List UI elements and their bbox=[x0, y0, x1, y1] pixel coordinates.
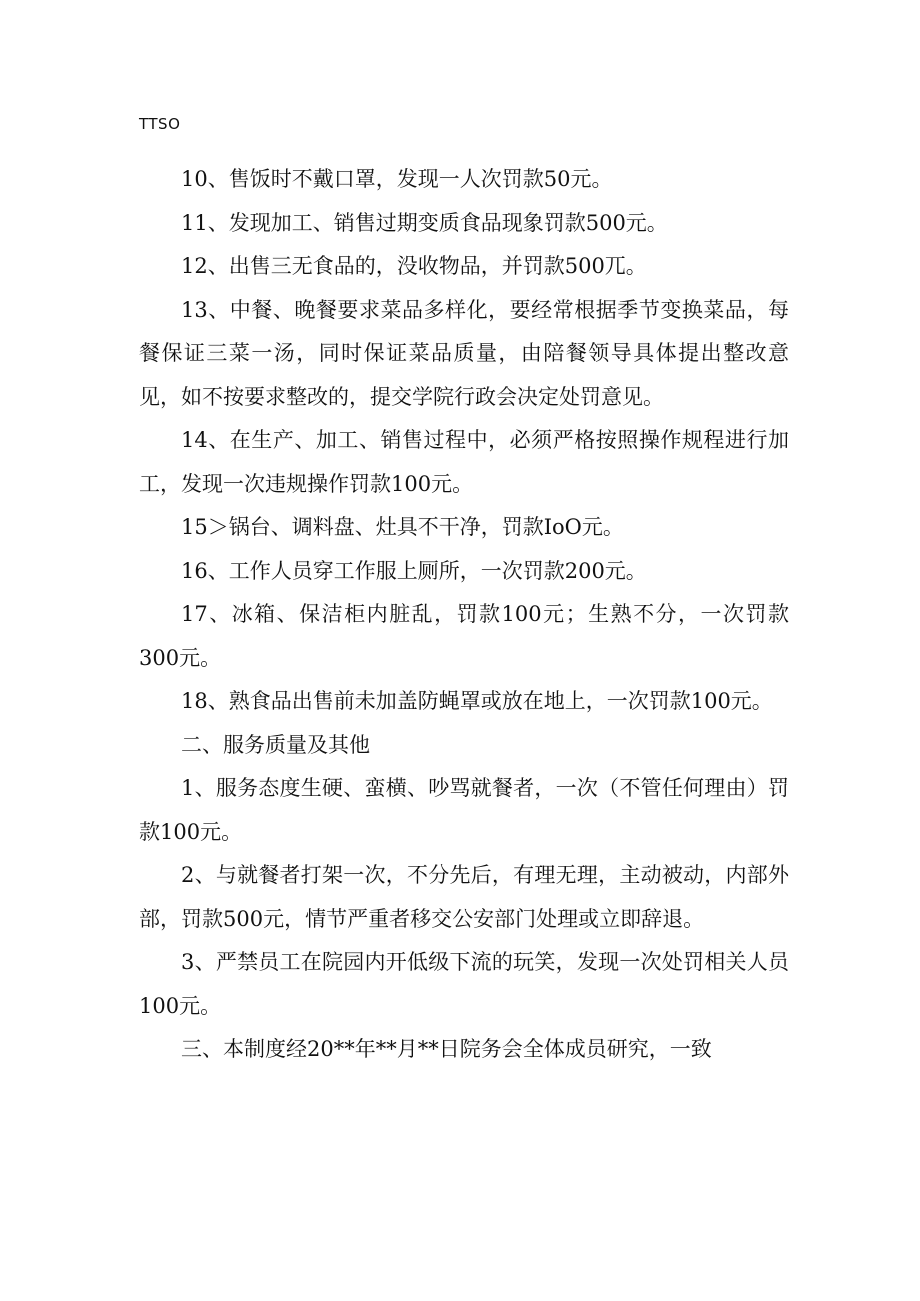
paragraph-rule-17: 17、冰箱、保洁柜内脏乱，罚款100元；生熟不分，一次罚款300元。 bbox=[139, 602, 789, 670]
paragraph-service-2: 2、与就餐者打架一次，不分先后，有理无理，主动被动，内部外部，罚款500元，情节严重者移交公安部门处理或立即辞退。 bbox=[139, 863, 789, 931]
paragraph-rule-14: 14、在生产、加工、销售过程中，必须严格按照操作规程进行加工，发现一次违规操作罚款100元。 bbox=[139, 428, 789, 496]
paragraph-rule-18: 18、熟食品出售前未加盖防蝇罩或放在地上，一次罚款100元。 bbox=[181, 689, 773, 713]
paragraph-rule-10: 10、售饭时不戴口罩，发现一人次罚款50元。 bbox=[181, 167, 613, 191]
paragraph-service-1: 1、服务态度生硬、蛮横、吵骂就餐者，一次（不管任何理由）罚款100元。 bbox=[139, 776, 789, 844]
paragraph-rule-11: 11、发现加工、销售过期变质食品现象罚款500元。 bbox=[181, 210, 668, 235]
document-body bbox=[139, 158, 789, 1072]
paragraph-section-3: 三、本制度经20**年**月**日院务会全体成员研究，一致 bbox=[181, 1037, 712, 1061]
paragraph-rule-12: 12、出售三无食品的，没收物品，并罚款500兀。 bbox=[181, 254, 647, 278]
paragraph-service-3: 3、严禁员工在院园内开低级下流的玩笑，发现一次处罚相关人员100元。 bbox=[139, 950, 789, 1018]
header-text: TTSO bbox=[139, 115, 181, 133]
paragraph-rule-15: 15＞锅台、调料盘、灶具不干净，罚款IoO元。 bbox=[181, 515, 624, 539]
paragraph-rule-13: 13、中餐、晚餐要求菜品多样化，要经常根据季节变换菜品，每餐保证三菜一汤，同时保证菜品质量，由陪餐领导具体提出整改意见，如不按要求整改的，提交学院行政会决定处罚意见。 bbox=[139, 297, 789, 409]
paragraph-rule-16: 16、工作人员穿工作服上厕所，一次罚款200元。 bbox=[181, 558, 647, 583]
section-heading-service: 二、服务质量及其他 bbox=[181, 732, 370, 757]
